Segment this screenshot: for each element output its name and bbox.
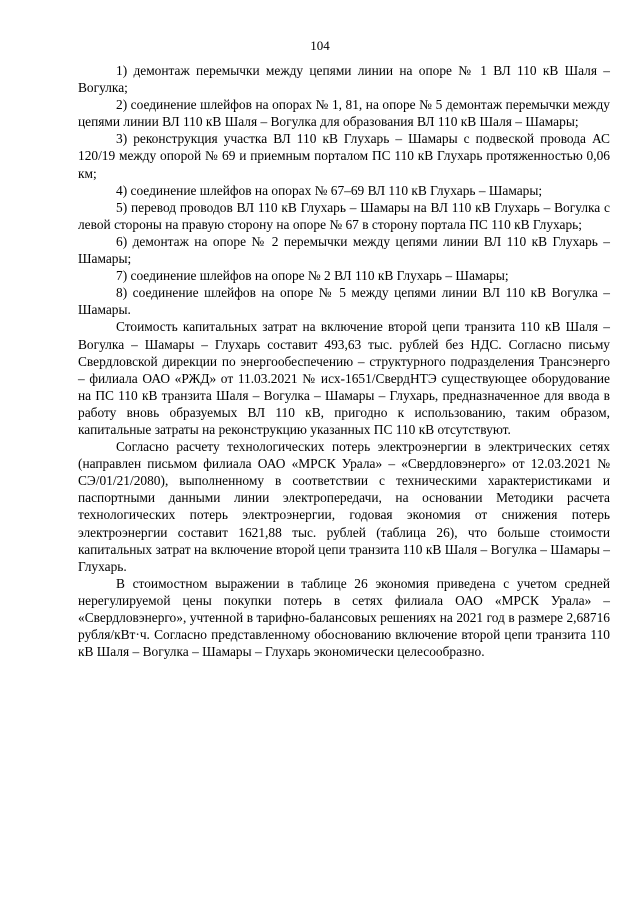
paragraph-capital-costs: Стоимость капитальных затрат на включение второй цепи транзита 110 кВ Шаля – Вогулка – Шамары – Глухарь составит 493,63 тыс. рублей без НДС. Согласно письму Свердловской дирекции по энергообеспечению – структурного подразделения Трансэнерго – филиала ОАО «РЖД» от 11.03.2021 № исх-1651/СвердНТЭ существующее оборудование на ПС 110 кВ транзита Шаля – Вогулка – Шамары – Глухарь, предназначенное для ввода в работу вновь образуемых ВЛ 110 кВ, пригодно к использованию, таким образом, капитальные затраты на реконструкцию указанных ПС 110 кВ отсутствуют. [78,319,610,437]
list-item-8: 8) соединение шлейфов на опоре № 5 между цепями линии ВЛ 110 кВ Вогулка – Шамары. [78,285,610,318]
list-item-1: 1) демонтаж перемычки между цепями линии на опоре № 1 ВЛ 110 кВ Шаля – Вогулка; [78,63,610,96]
document-body [78,62,610,660]
list-item-6: 6) демонтаж на опоре № 2 перемычки между цепями линии ВЛ 110 кВ Глухарь – Шамары; [78,233,610,267]
list-item-5: 5) перевод проводов ВЛ 110 кВ Глухарь – Шамары на ВЛ 110 кВ Глухарь – Вогулка с левой стороны на правую сторону на опоре № 67 в сторону портала ПС 110 кВ Глухарь; [78,199,610,232]
list-item-2: 2) соединение шлейфов на опорах № 1, 81, на опоре № 5 демонтаж перемычки между цепями линии ВЛ 110 кВ Шаля – Вогулка для образования ВЛ 110 кВ Шаля – Шамары; [78,97,610,130]
paragraph-loss-calculation: Согласно расчету технологических потерь электроэнергии в электрических сетях (направлен письмом филиала ОАО «МРСК Урала» – «Свердловэнерго» от 12.03.2021 № СЭ/01/21/2080), выполненному в соответствии с техническими характеристиками и паспортными данными линии электропередачи, на основании Методики расчета технологических потерь электроэнергии, годовая экономия от снижения потерь электроэнергии составит 1621,88 тыс. рублей (таблица 26), что больше стоимости капитальных затрат на включение второй цепи транзита 110 кВ Шаля – Вогулка – Шамары – Глухарь. [78,439,610,574]
list-item-4: 4) соединение шлейфов на опорах № 67–69 ВЛ 110 кВ Глухарь – Шамары; [116,182,543,198]
list-item-3: 3) реконструкция участка ВЛ 110 кВ Глухарь – Шамары с подвеской провода АС 120/19 между опорой № 69 и приемным порталом ПС 110 кВ Глухарь протяженностью 0,06 км; [78,131,610,181]
page-number: 104 [310,38,330,53]
list-item-7: 7) соединение шлейфов на опоре № 2 ВЛ 110 кВ Глухарь – Шамары; [116,268,509,284]
paragraph-conclusion: В стоимостном выражении в таблице 26 экономия приведена с учетом средней нерегулируемой цены покупки потерь в сетях филиала ОАО «МРСК Урала» – «Свердловэнерго», учтенной в тарифно-балансовых решениях на 2021 год в размере 2,68716 рубля/кВт·ч. Согласно представленному обоснованию включение второй цепи транзита 110 кВ Шаля – Вогулка – Шамары – Глухарь экономически целесообразно. [78,575,610,660]
